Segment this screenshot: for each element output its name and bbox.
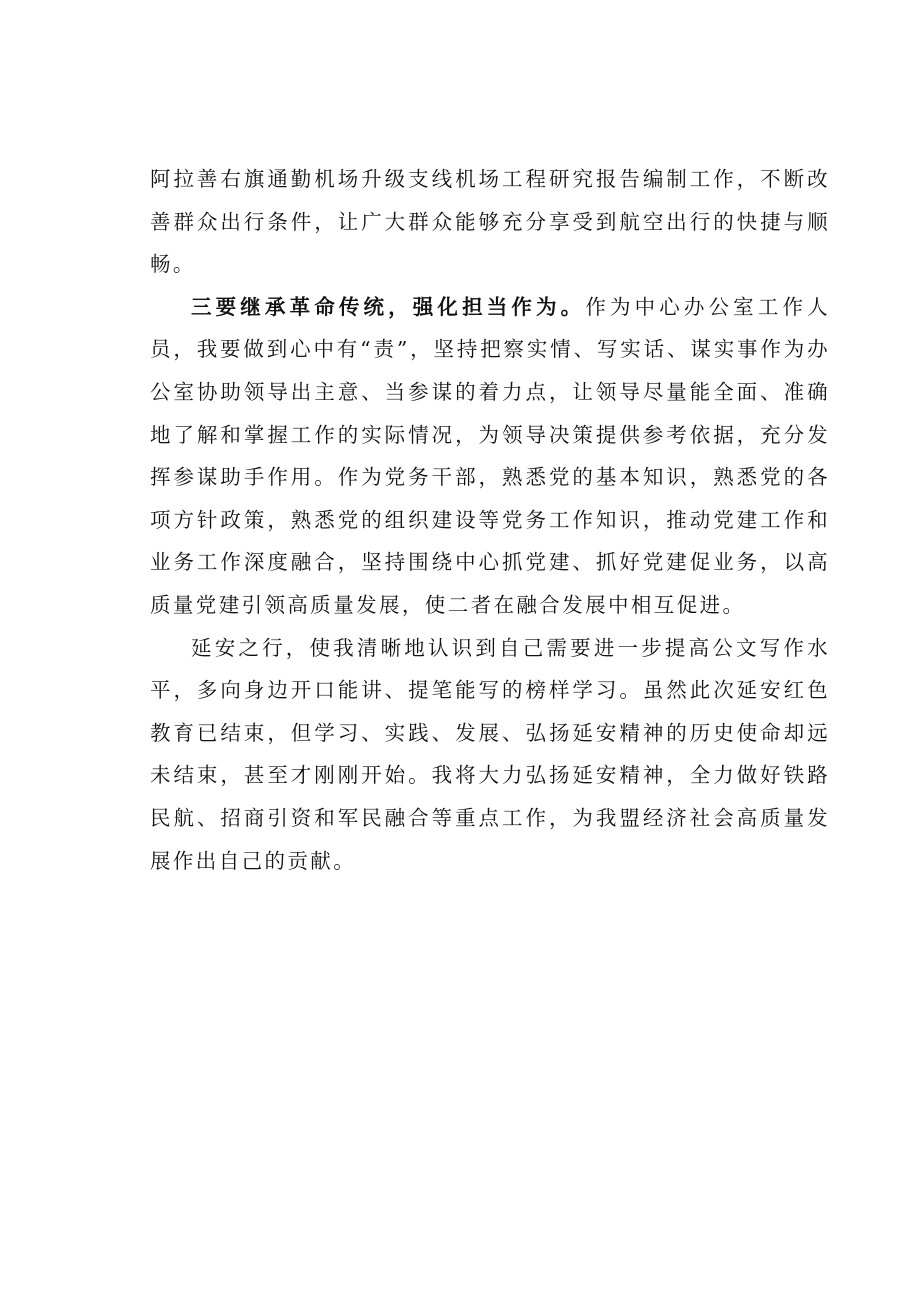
paragraph-text: 阿拉善右旗通勤机场升级支线机场工程研究报告编制工作，不断改善群众出行条件，让广大群众能够充分享受到航空出行的快捷与顺畅。	[150, 167, 830, 277]
paragraph-text: 作为中心办公室工作人员，我要做到心中有“责”，坚持把察实情、写实话、谋实事作为办公室协助领导出主意、当参谋的着力点，让领导尽量能全面、准确地了解和掌握工作的实际情况，为领导决策提供参考依据，充分发挥参谋助手作用。作为党务干部，熟悉党的基本知识，熟悉党的各项方针政策，熟悉党的组织建设等党务工作知识，推动党建工作和业务工作深度融合，坚持围绕中心抓党建、抓好党建促业务，以高质量党建引领高质量发展，使二者在融合发展中相互促进。	[150, 294, 831, 617]
paragraph-continued	[150, 158, 830, 286]
paragraph-inherit-tradition	[150, 286, 830, 627]
paragraph-yanan-trip	[150, 627, 830, 883]
paragraph-lead-heading: 三要继承革命传统，强化担当作为。	[191, 294, 586, 319]
document-body	[150, 158, 830, 882]
paragraph-text: 延安之行，使我清晰地认识到自己需要进一步提高公文写作水平，多向身边开口能讲、提笔能写的榜样学习。虽然此次延安红色教育已结束，但学习、实践、发展、弘扬延安精神的历史使命却远未结束，甚至才刚刚开始。我将大力弘扬延安精神，全力做好铁路民航、招商引资和军民融合等重点工作，为我盟经济社会高质量发展作出自己的贡献。	[150, 635, 830, 873]
